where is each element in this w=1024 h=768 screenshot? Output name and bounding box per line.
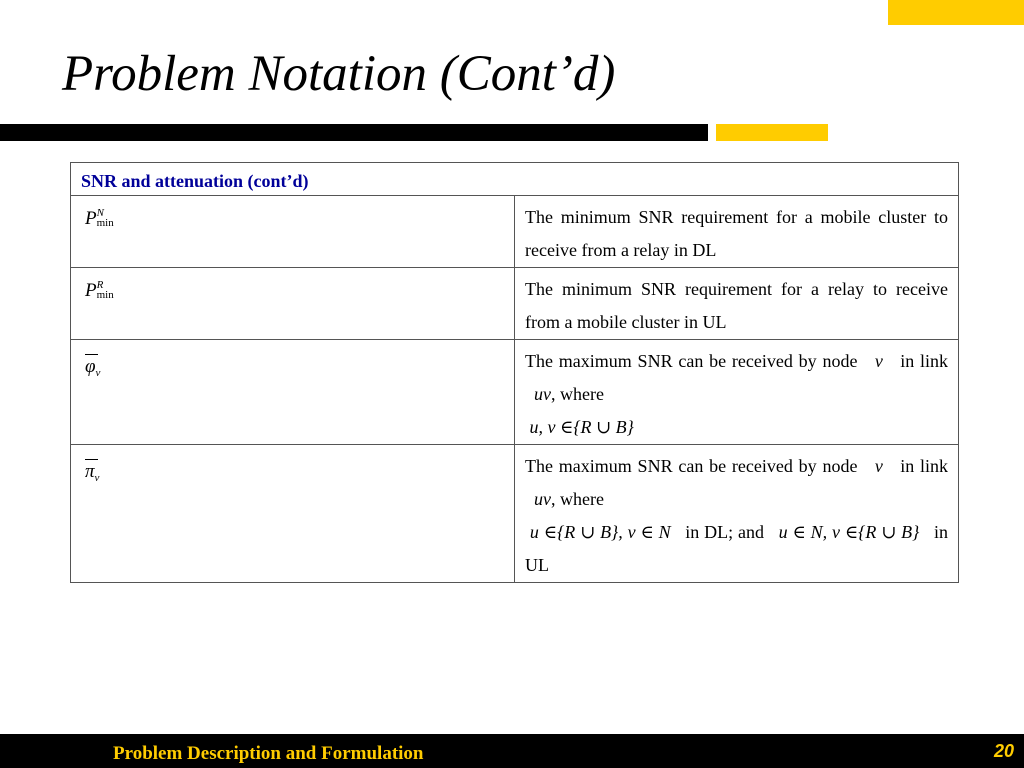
notation-table <box>70 162 959 583</box>
symbol-subscript: min <box>96 216 114 229</box>
symbol-subscript: v <box>95 367 101 379</box>
dl-label: in DL; and <box>685 522 764 542</box>
in-link-text: in link <box>900 456 948 476</box>
ul-label: in UL <box>525 522 948 575</box>
description-cell <box>515 340 959 445</box>
description-cell: The minimum SNR requirement for a relay to receive from a mobile cluster in UL <box>515 268 959 340</box>
symbol-cell <box>71 445 515 583</box>
page-number: 20 <box>993 741 1014 761</box>
where-text: , where <box>551 384 604 404</box>
symbol-p-min-r: P <box>85 280 97 301</box>
link-variable: uv <box>534 489 551 509</box>
symbol-superscript: R <box>96 278 104 291</box>
in-link-text: in link <box>900 351 948 371</box>
condition-dl-formula: u ∈{R ∪ B}, v ∈ N <box>529 522 671 542</box>
condition-formula: u, v ∈{R ∪ B} <box>529 417 634 437</box>
table-row <box>71 340 959 445</box>
symbol-cell <box>71 196 515 268</box>
symbol-subscript: min <box>96 288 114 301</box>
symbol-cell <box>71 340 515 445</box>
symbol-pi-bar: π <box>85 457 95 483</box>
description-text: The maximum SNR can be received by node <box>525 351 858 371</box>
title-underline-bar <box>0 124 708 141</box>
node-variable: v <box>874 351 883 371</box>
table-header-row <box>71 163 959 196</box>
title-accent-bar <box>716 124 828 141</box>
description-cell: The minimum SNR requirement for a mobile cluster to receive from a relay in DL <box>515 196 959 268</box>
symbol-cell <box>71 268 515 340</box>
description-cell <box>515 445 959 583</box>
table-row <box>71 196 959 268</box>
top-accent-bar <box>888 0 1024 25</box>
symbol-p-min-n: P <box>85 208 97 229</box>
footer-text: Problem Description and Formulation <box>113 743 424 764</box>
symbol-subscript: v <box>94 472 100 484</box>
link-variable: uv <box>534 384 551 404</box>
condition-ul-formula: u ∈ N, v ∈{R ∪ B} <box>778 522 920 542</box>
slide-title: Problem Notation (Cont’d) <box>62 46 616 102</box>
table-header: SNR and attenuation (cont’d) <box>71 163 959 196</box>
symbol-superscript: N <box>96 206 104 219</box>
table-row <box>71 445 959 583</box>
where-text: , where <box>551 489 604 509</box>
symbol-phi-bar: φ <box>85 352 96 378</box>
table-row <box>71 268 959 340</box>
description-text: The maximum SNR can be received by node <box>525 456 858 476</box>
node-variable: v <box>874 456 883 476</box>
